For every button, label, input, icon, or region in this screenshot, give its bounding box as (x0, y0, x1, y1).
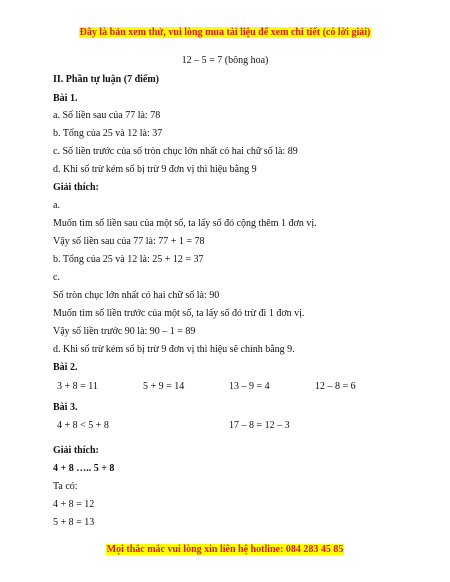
bai1-answer-d: d. Khi số trừ kém số bị trừ 9 đơn vị thì hiệu bằng 9 (53, 164, 257, 175)
bai3-explain-line: 4 + 8 = 12 (53, 499, 95, 510)
bai1-answer-c: c. Số liền trước của số tròn chục lớn nhất có hai chữ số là: 89 (53, 146, 298, 157)
footer-banner (0, 544, 450, 555)
bai3-item: 17 – 8 = 12 – 3 (229, 420, 290, 431)
bai1-title: Bài 1. (53, 93, 78, 104)
header-banner-text: Đây là bản xem thử, vui lòng mua tài liệu để xem chi tiết (có lời giải) (79, 27, 371, 38)
section-title: II. Phần tự luận (7 điểm) (53, 74, 160, 85)
bai2-item: 12 – 8 = 6 (315, 381, 356, 392)
bai3-explain-line: Ta có: (53, 481, 78, 492)
bai3-compare: 4 + 8 ….. 5 + 8 (53, 463, 115, 474)
bai3-explain-title: Giải thích: (53, 445, 99, 456)
bai1-explain-line: Vậy số liền trước 90 là: 90 – 1 = 89 (53, 326, 196, 337)
bai2-item: 13 – 9 = 4 (229, 381, 270, 392)
bai1-explain-line: c. (53, 272, 60, 283)
bai2-item: 3 + 8 = 11 (57, 381, 98, 392)
bai1-explain-line: b. Tổng của 25 và 12 là: 25 + 12 = 37 (53, 254, 204, 265)
bai1-explain-line: Muốn tìm số liền sau của một số, ta lấy số đó cộng thêm 1 đơn vị. (53, 218, 317, 229)
bai1-explain-line: d. Khi số trừ kém số bị trừ 9 đơn vị thì hiệu sẽ chính bằng 9. (53, 344, 295, 355)
bai3-title: Bài 3. (53, 402, 78, 413)
bai1-explain-line: Số tròn chục lớn nhất có hai chữ số là: 90 (53, 290, 220, 301)
bai1-answer-b: b. Tổng của 25 và 12 là: 37 (53, 128, 163, 139)
bai1-explain-line: Muốn tìm số liền trước của một số, ta lấy số đó trừ đi 1 đơn vị. (53, 308, 305, 319)
bai1-answer-a: a. Số liền sau của 77 là: 78 (53, 110, 161, 121)
bai1-explain-title: Giải thích: (53, 182, 99, 193)
bai1-explain-line: Vậy số liền sau của 77 là: 77 + 1 = 78 (53, 236, 205, 247)
footer-banner-text: Mọi thắc mắc vui lòng xin liên hệ hotline: 084 283 45 85 (106, 544, 344, 555)
bai3-explain-line: 5 + 8 = 13 (53, 517, 95, 528)
bai3-item: 4 + 8 < 5 + 8 (57, 420, 109, 431)
header-banner (0, 27, 450, 38)
bai2-item: 5 + 9 = 14 (143, 381, 185, 392)
bai2-title: Bài 2. (53, 362, 78, 373)
intro-line: 12 – 5 = 7 (bông hoa) (181, 55, 269, 66)
bai1-explain-line: a. (53, 200, 60, 211)
